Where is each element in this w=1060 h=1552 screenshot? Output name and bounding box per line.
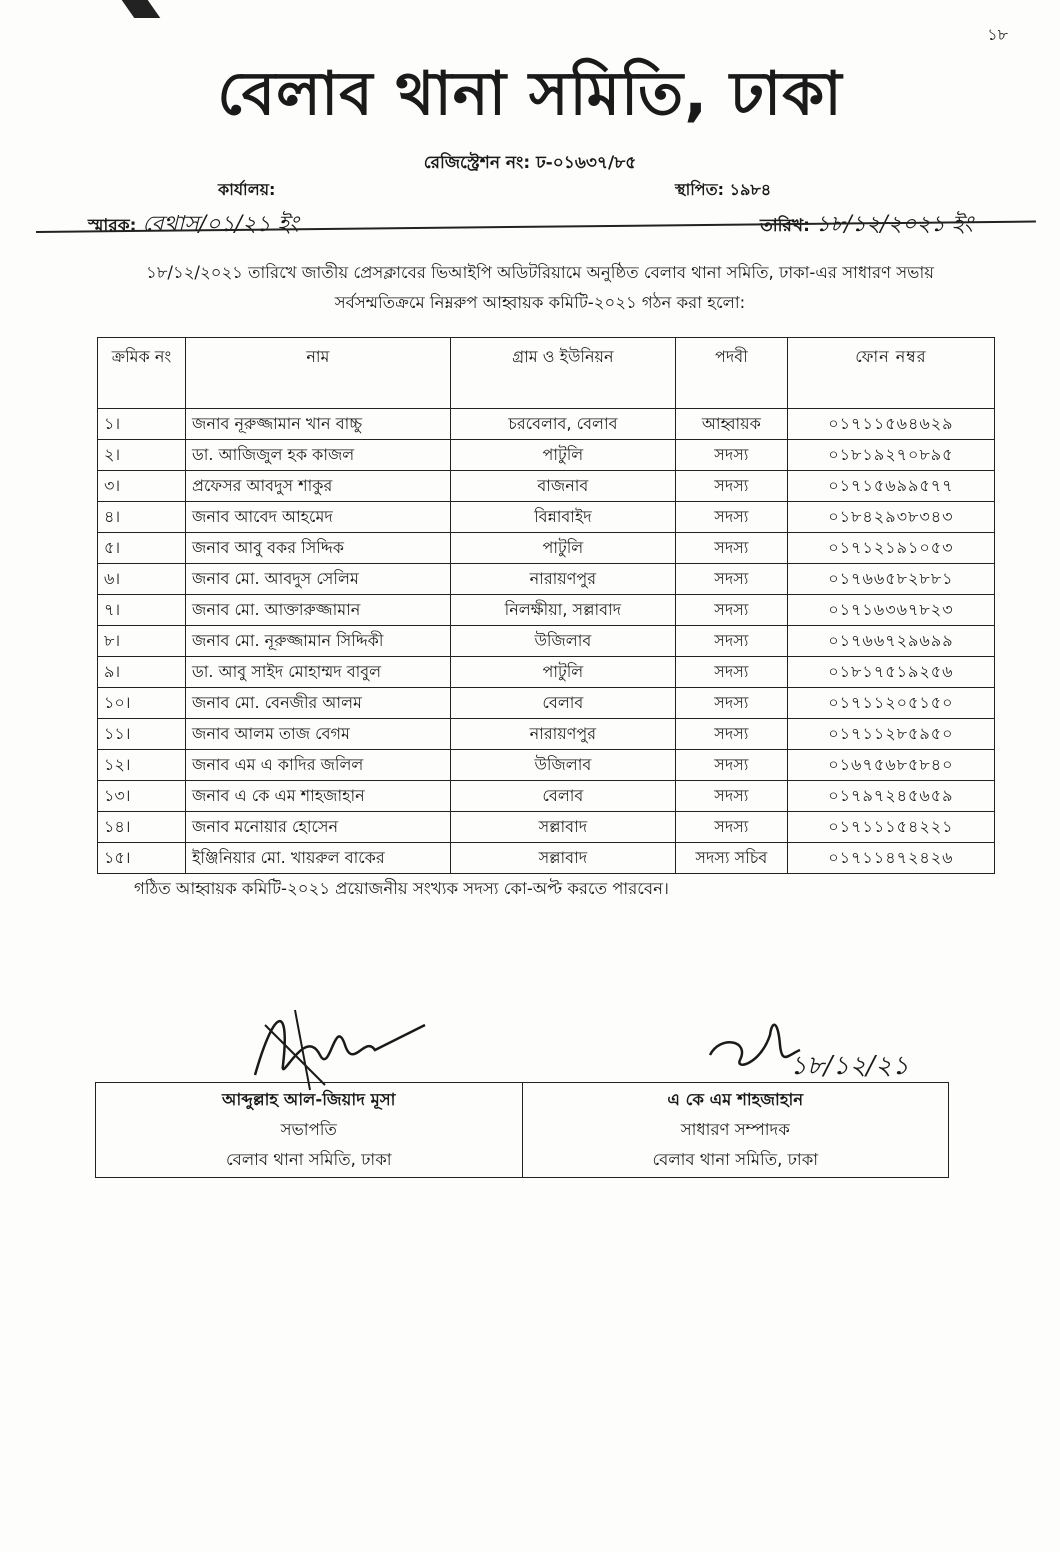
cell-designation: সদস্য bbox=[675, 440, 787, 471]
table-row bbox=[98, 502, 995, 533]
cell-name: জনাব আবু বকর সিদ্দিক bbox=[186, 533, 451, 564]
table-row bbox=[98, 688, 995, 719]
header-phone: ফোন নম্বর bbox=[787, 338, 994, 409]
cell-village: চরবেলাব, বেলাব bbox=[450, 409, 675, 440]
cell-name: জনাব এম এ কাদির জলিল bbox=[186, 750, 451, 781]
memo-field bbox=[88, 207, 299, 244]
memo-handwritten: বেথাস/০১/২১ ইং bbox=[142, 212, 299, 237]
cell-designation: সদস্য bbox=[675, 626, 787, 657]
cell-village: নারায়ণপুর bbox=[450, 719, 675, 750]
table-row bbox=[98, 440, 995, 471]
page-number: ১৮ bbox=[987, 25, 1008, 44]
cell-serial: ৯। bbox=[98, 657, 186, 688]
secretary-name: এ কে এম শাহজাহান bbox=[667, 1090, 804, 1109]
secretary-handwritten-date: ১৮/১২/২১ bbox=[790, 1051, 909, 1081]
cell-designation: সদস্য bbox=[675, 657, 787, 688]
cell-village: নারায়ণপুর bbox=[450, 564, 675, 595]
table-row bbox=[98, 843, 995, 874]
cell-serial: ১৩। bbox=[98, 781, 186, 812]
cell-village: বাজনাব bbox=[450, 471, 675, 502]
secretary-org: বেলাব থানা সমিতি, ঢাকা bbox=[652, 1150, 819, 1169]
cell-designation: সদস্য bbox=[675, 719, 787, 750]
date-label: তারিখ: bbox=[760, 216, 810, 236]
cell-phone: ০১৭৬৬৫৮২৮৮১ bbox=[787, 564, 994, 595]
table-row bbox=[98, 626, 995, 657]
secretary-title: সাধারণ সম্পাদক bbox=[680, 1120, 790, 1139]
cell-village: পাটুলি bbox=[450, 657, 675, 688]
memo-label: স্মারক: bbox=[88, 216, 137, 236]
cell-designation: সদস্য সচিব bbox=[675, 843, 787, 874]
cell-name: জনাব এ কে এম শাহজাহান bbox=[186, 781, 451, 812]
cell-phone: ০১৮৪২৯৩৮৩৪৩ bbox=[787, 502, 994, 533]
cell-serial: ৫। bbox=[98, 533, 186, 564]
cooption-note: গঠিত আহ্বায়ক কমিটি-২০২১ প্রয়োজনীয় সংখ্যক সদস্য কো-অপ্ট করতে পারবেন। bbox=[134, 879, 669, 898]
cell-phone: ০১৭১২১৯১০৫৩ bbox=[787, 533, 994, 564]
cell-phone: ০১৭৯৭২৪৫৬৫৯ bbox=[787, 781, 994, 812]
table-row bbox=[98, 564, 995, 595]
cell-village: নিলক্ষীয়া, সল্লাবাদ bbox=[450, 595, 675, 626]
cell-name: ডা. আজিজুল হক কাজল bbox=[186, 440, 451, 471]
president-name: আব্দুল্লাহ আল-জিয়াদ মূসা bbox=[222, 1090, 396, 1109]
cell-designation: সদস্য bbox=[675, 812, 787, 843]
cell-serial: ৪। bbox=[98, 502, 186, 533]
table-row bbox=[98, 781, 995, 812]
header-village: গ্রাম ও ইউনিয়ন bbox=[450, 338, 675, 409]
table-header-row bbox=[98, 338, 995, 409]
cell-designation: সদস্য bbox=[675, 688, 787, 719]
committee-table bbox=[97, 337, 995, 874]
cell-serial: ১২। bbox=[98, 750, 186, 781]
cell-serial: ১। bbox=[98, 409, 186, 440]
cell-serial: ৬। bbox=[98, 564, 186, 595]
established-year: স্থাপিত: ১৯৮৪ bbox=[675, 180, 772, 199]
document-title: বেলাব থানা সমিতি, ঢাকা bbox=[217, 59, 843, 129]
cell-serial: ১০। bbox=[98, 688, 186, 719]
cell-village: পাটুলি bbox=[450, 533, 675, 564]
table-row bbox=[98, 750, 995, 781]
cell-designation: সদস্য bbox=[675, 471, 787, 502]
cell-village: উজিলাব bbox=[450, 750, 675, 781]
table-row bbox=[98, 533, 995, 564]
intro-paragraph: ১৮/১২/২০২১ তারিখে জাতীয় প্রেসক্লাবের ভিআইপি অডিটরিয়ামে অনুষ্ঠিত বেলাব থানা সমিতি, ঢাকা-এর সাধারণ সভায় সর্বসম্মতিক্রমে নিম্নরুপ আহ্বায়ক কমিটি-২০২১ গঠন করা হলো: bbox=[146, 263, 934, 312]
corner-mark bbox=[122, 0, 161, 18]
secretary-signature-cell bbox=[522, 1083, 949, 1177]
cell-village: সল্লাবাদ bbox=[450, 843, 675, 874]
cell-phone: ০১৮১৯২৭০৮৯৫ bbox=[787, 440, 994, 471]
cell-phone: ০১৭১৫৬৯৯৫৭৭ bbox=[787, 471, 994, 502]
cell-phone: ০১৭১১১৫৪২২১ bbox=[787, 812, 994, 843]
cell-name: জনাব মনোয়ার হোসেন bbox=[186, 812, 451, 843]
cell-serial: ২। bbox=[98, 440, 186, 471]
header-serial: ক্রমিক নং bbox=[98, 338, 186, 409]
cell-village: বিন্নাবাইদ bbox=[450, 502, 675, 533]
cell-phone: ০১৭১১৫৬৪৬২৯ bbox=[787, 409, 994, 440]
cell-name: জনাব নূরুজ্জামান খান বাচ্চু bbox=[186, 409, 451, 440]
president-signature bbox=[235, 995, 435, 1095]
table-row bbox=[98, 719, 995, 750]
table-row bbox=[98, 595, 995, 626]
cell-name: জনাব মো. নূরুজ্জামান সিদ্দিকী bbox=[186, 626, 451, 657]
office-label: কার্যালয়: bbox=[218, 180, 276, 199]
cell-phone: ০১৮১৭৫১৯২৫৬ bbox=[787, 657, 994, 688]
table-row bbox=[98, 812, 995, 843]
cell-designation: সদস্য bbox=[675, 595, 787, 626]
cell-serial: ১৪। bbox=[98, 812, 186, 843]
cell-name: ডা. আবু সাইদ মোহাম্মদ বাবুল bbox=[186, 657, 451, 688]
cell-name: জনাব মো. আক্তারুজ্জামান bbox=[186, 595, 451, 626]
cell-designation: সদস্য bbox=[675, 750, 787, 781]
cell-designation: সদস্য bbox=[675, 533, 787, 564]
cell-name: ইঞ্জিনিয়ার মো. খায়রুল বাকের bbox=[186, 843, 451, 874]
cell-phone: ০১৭১৬৩৬৭৮২৩ bbox=[787, 595, 994, 626]
president-org: বেলাব থানা সমিতি, ঢাকা bbox=[225, 1150, 392, 1169]
cell-phone: ০১৭১১৪৭২৪২৬ bbox=[787, 843, 994, 874]
cell-designation: আহ্বায়ক bbox=[675, 409, 787, 440]
date-handwritten: ১৮/১২/২০২১ ইং bbox=[815, 212, 973, 237]
header-name: নাম bbox=[186, 338, 451, 409]
cell-phone: ০১৭১১২৮৫৯৫০ bbox=[787, 719, 994, 750]
date-field bbox=[760, 207, 973, 244]
cell-serial: ১১। bbox=[98, 719, 186, 750]
president-signature-cell bbox=[96, 1083, 522, 1177]
president-title: সভাপতি bbox=[280, 1120, 337, 1139]
signature-block bbox=[95, 1082, 949, 1178]
cell-name: জনাব আলম তাজ বেগম bbox=[186, 719, 451, 750]
cell-village: বেলাব bbox=[450, 688, 675, 719]
cell-name: জনাব মো. বেনজীর আলম bbox=[186, 688, 451, 719]
cell-village: পাটুলি bbox=[450, 440, 675, 471]
cell-village: বেলাব bbox=[450, 781, 675, 812]
cell-serial: ১৫। bbox=[98, 843, 186, 874]
cell-designation: সদস্য bbox=[675, 564, 787, 595]
cell-name: প্রফেসর আবদুস শাকুর bbox=[186, 471, 451, 502]
cell-name: জনাব মো. আবদুস সেলিম bbox=[186, 564, 451, 595]
registration-number: রেজিস্ট্রেশন নং: ঢ-০১৬৩৭/৮৫ bbox=[423, 153, 637, 173]
cell-serial: ৩। bbox=[98, 471, 186, 502]
cell-name: জনাব আবেদ আহমেদ bbox=[186, 502, 451, 533]
cell-phone: ০১৬৭৫৬৮৫৮৪০ bbox=[787, 750, 994, 781]
table-row bbox=[98, 409, 995, 440]
table-row bbox=[98, 657, 995, 688]
cell-phone: ০১৭৬৬৭২৯৬৯৯ bbox=[787, 626, 994, 657]
table-row bbox=[98, 471, 995, 502]
cell-designation: সদস্য bbox=[675, 781, 787, 812]
header-designation: পদবী bbox=[675, 338, 787, 409]
cell-serial: ৭। bbox=[98, 595, 186, 626]
cell-phone: ০১৭১১২০৫১৫০ bbox=[787, 688, 994, 719]
cell-village: উজিলাব bbox=[450, 626, 675, 657]
cell-serial: ৮। bbox=[98, 626, 186, 657]
cell-village: সল্লাবাদ bbox=[450, 812, 675, 843]
cell-designation: সদস্য bbox=[675, 502, 787, 533]
